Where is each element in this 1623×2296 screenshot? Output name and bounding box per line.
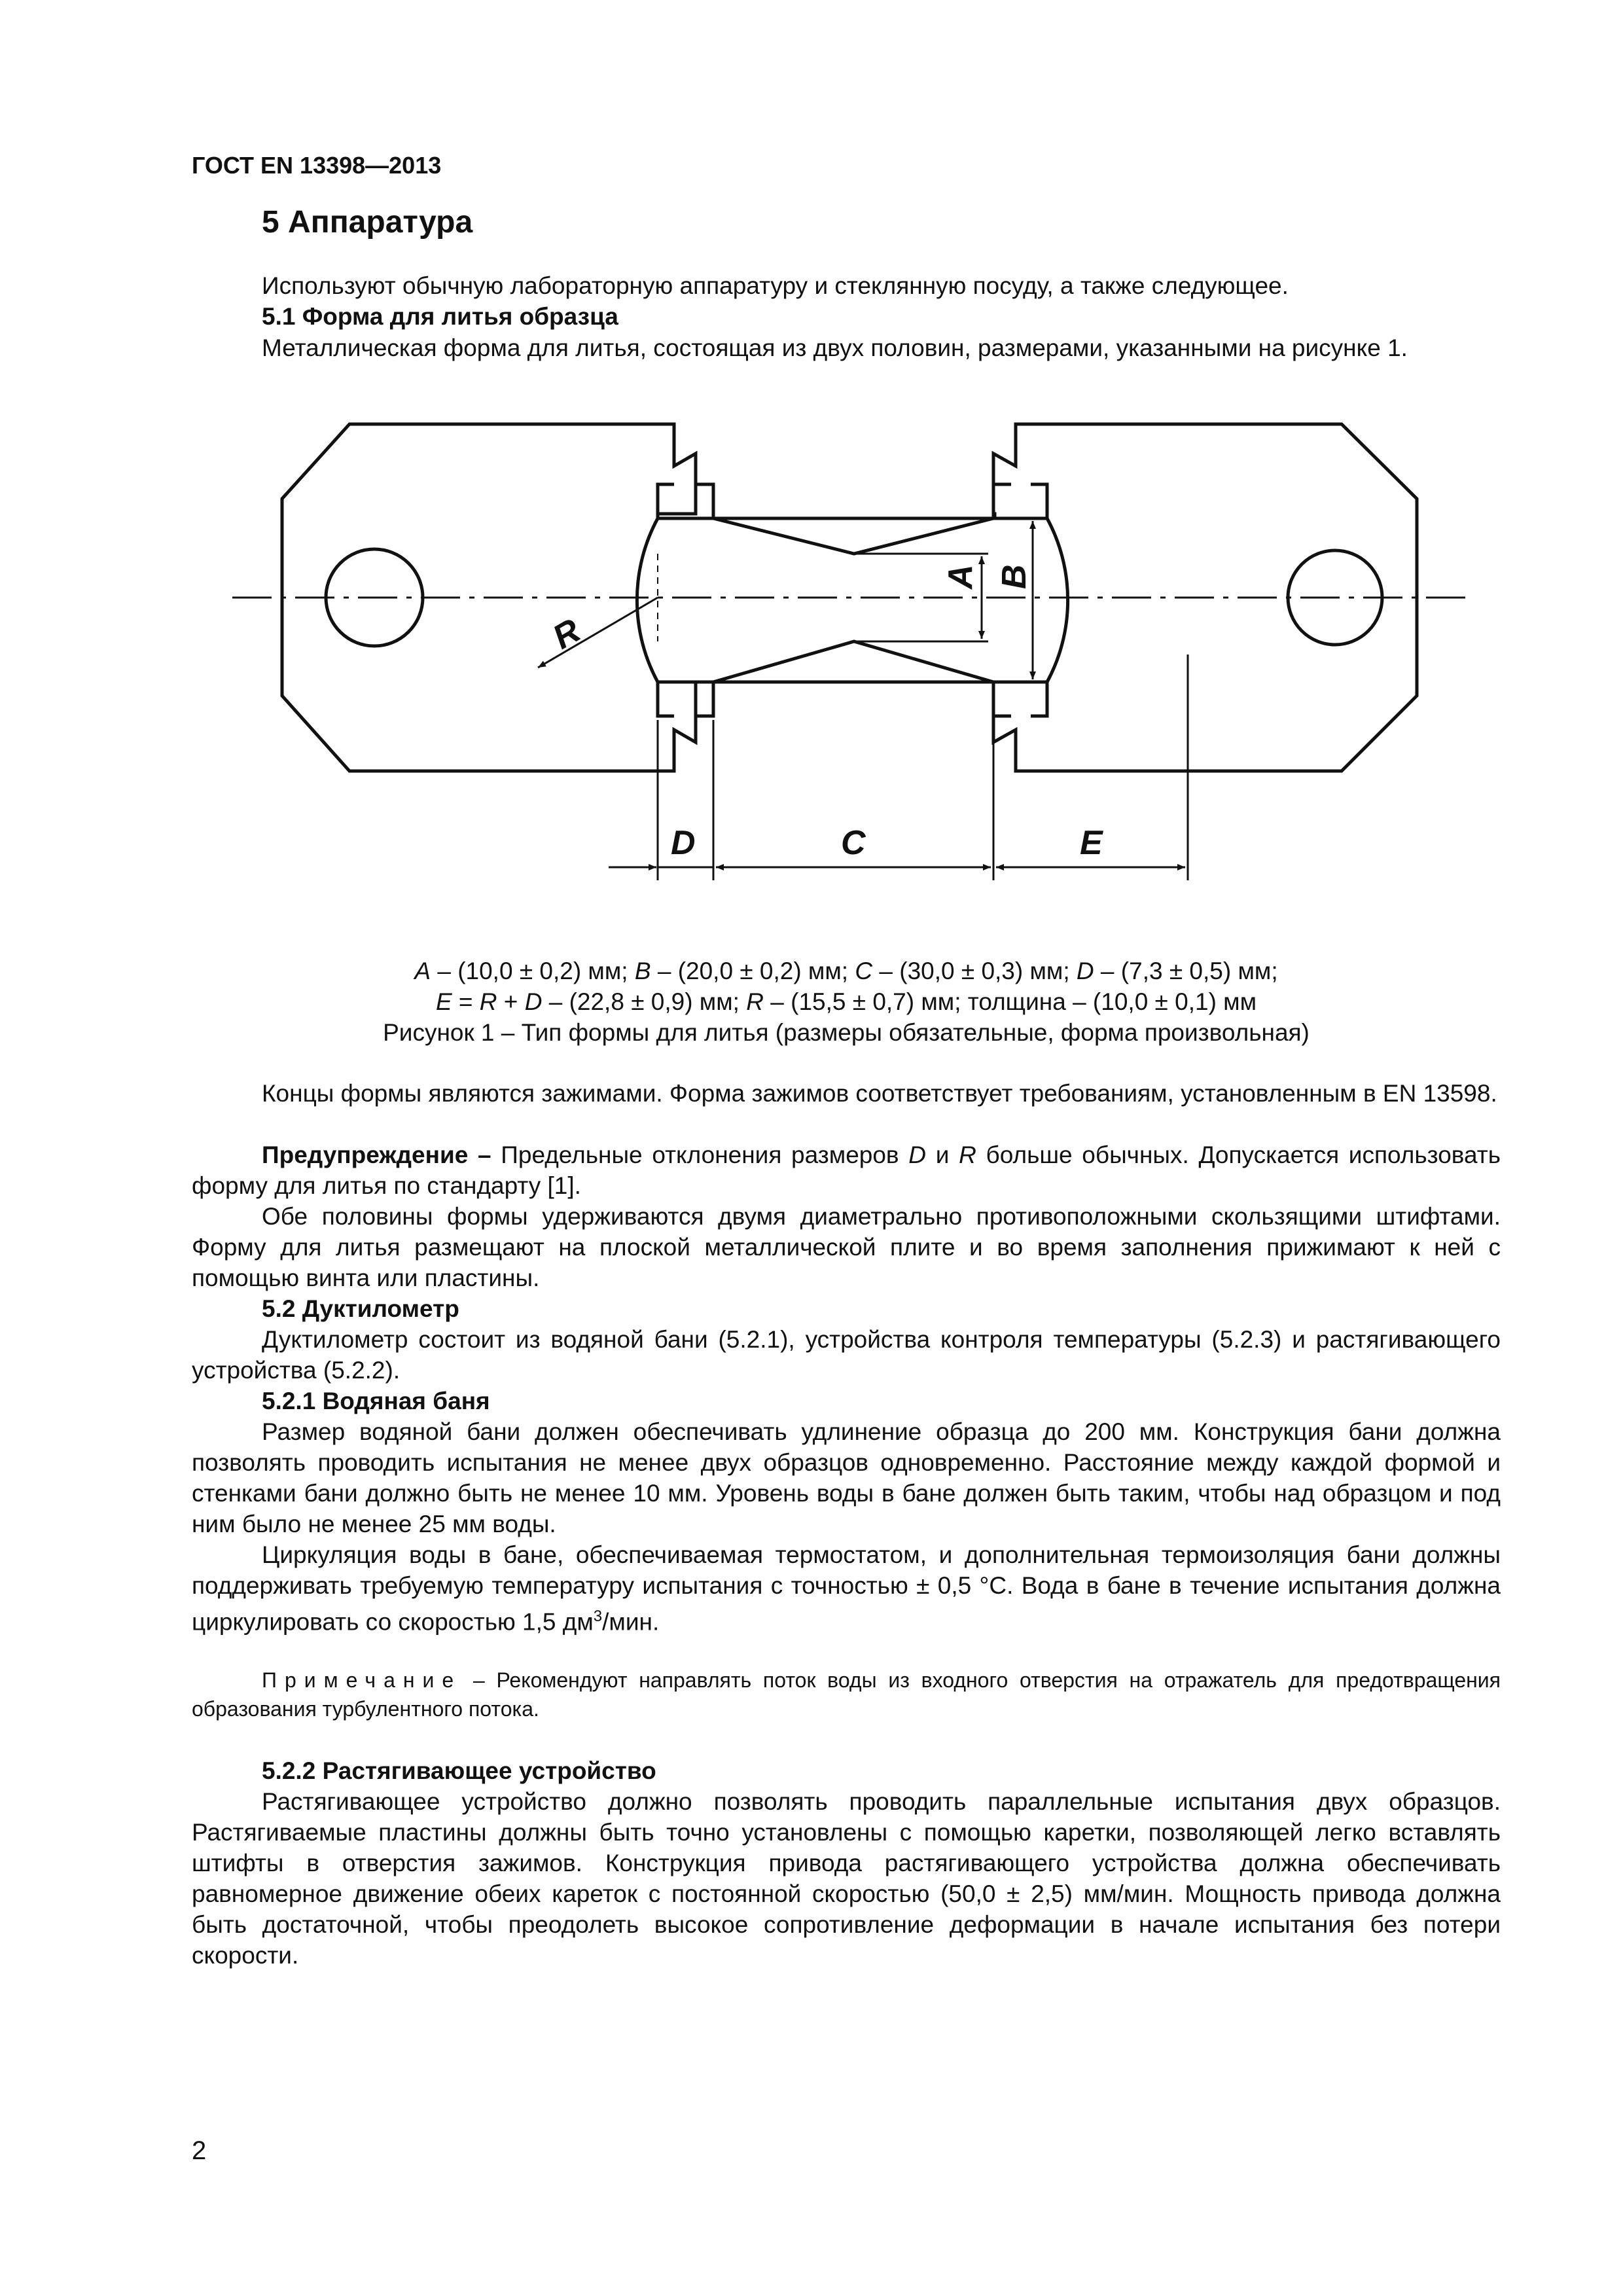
warning-paragraph: Предупреждение – Предельные отклонения размеров D и R больше обычных. Допускается использовать форму для литья по стандарту [1]. (192, 1141, 1501, 1199)
paragraph-mould-ends: Концы формы являются зажимами. Форма зажимов соответствует требованиям, установленным в EN 13598. (262, 1080, 1497, 1107)
section-5-2-title: 5.2 Дуктилометр (262, 1295, 459, 1322)
specimen-neck-bottom (658, 641, 1047, 682)
section-5-2-2-title: 5.2.2 Растягивающее устройство (262, 1757, 656, 1784)
right-bulb-cavity (1047, 518, 1068, 682)
section-5-2-1-title: 5.2.1 Водяная баня (262, 1388, 490, 1414)
warning-label: Предупреждение – (262, 1141, 491, 1168)
section-5-1-title: 5.1 Форма для литья образца (262, 303, 618, 330)
label-d: D (671, 824, 696, 862)
figure-1-legend-line-1: A – (10,0 ± 0,2) мм; B – (20,0 ± 0,2) мм; C – (30,0 ± 0,3) мм; D – (7,3 ± 0,5) мм; (414, 958, 1278, 984)
section-5-2-1-text-2: Циркуляция воды в бане, обеспечиваемая термостатом, и дополнительная термоизоляция бани должны поддерживать требуемую температуру испытания с точностью ± 0,5 °C. Вода в бане в течение испытания должна циркулировать со скоростью 1,5 $дм^3$/мин. (192, 1541, 1501, 1636)
section-5-title: 5 Аппаратура (262, 205, 473, 240)
section-5-2-1-text-1: Размер водяной бани должен обеспечивать удлинение образца до 200 мм. Конструкция бани должна позволять проводить испытания не менее двух образцов одновременно. Расстояние между каждой формой и стенками бани должно быть не менее 10 мм. Уровень воды в бане должен быть таким, чтобы над образцом и под ним было не менее 25 мм воды. (192, 1418, 1501, 1537)
section-5-2-2-text: Растягивающее устройство должно позволять проводить параллельные испытания двух образцов. Растягиваемые пластины должны быть точно установлены с помощью каретки, позволяющей легко вставлять штифты в отверстия зажимов. Конструкция привода растягивающего устройства должна обеспечивать равномерное движение обеих кареток с постоянной скоростью (50,0 ± 2,5) мм/мин. Мощность привода должна быть достаточной, чтобы преодолеть высокое сопротивление деформации в начале испытания без потери скорости. (192, 1788, 1501, 1969)
note-label: Примечание (262, 1668, 462, 1692)
page-number: 2 (192, 2136, 207, 2165)
label-c: C (841, 824, 866, 862)
specimen-neck-top (658, 518, 1047, 554)
figure-1-caption: Рисунок 1 – Тип формы для литья (размеры обязательные, форма произвольная) (383, 1019, 1310, 1046)
label-b: B (995, 564, 1033, 589)
document-code-header: ГОСТ EN 13398—2013 (192, 152, 442, 179)
label-e: E (1080, 824, 1103, 862)
paragraph-mould-halves: Обе половины формы удерживаются двумя диаметрально противоположными скользящими штифтами. Форму для литья размещают на плоской металлической плите и во время заполнения прижимают к ней с помощью винта или пластины. (192, 1203, 1501, 1291)
figure-1-legend-line-2: E = R + D – (22,8 ± 0,9) мм; R – (15,5 ± 0,7) мм; толщина – (10,0 ± 0,1) мм (435, 988, 1257, 1015)
figure-1-drawing (0, 0, 1623, 949)
label-a: A (942, 564, 980, 589)
section-5-intro: Используют обычную лабораторную аппаратуру и стеклянную посуду, а также следующее. (262, 272, 1289, 299)
label-r: R (546, 611, 587, 657)
note-paragraph: Примечание – Рекомендуют направлять поток воды из входного отверстия на отражатель для предотвращения образования турбулентного потока. (192, 1668, 1501, 1721)
section-5-2-text: Дуктилометр состоит из водяной бани (5.2.1), устройства контроля температуры (5.2.3) и растягивающего устройства (5.2.2). (192, 1326, 1501, 1384)
section-5-1-text: Металлическая форма для литья, состоящая из двух половин, размерами, указанными на рисунке 1. (262, 334, 1408, 361)
